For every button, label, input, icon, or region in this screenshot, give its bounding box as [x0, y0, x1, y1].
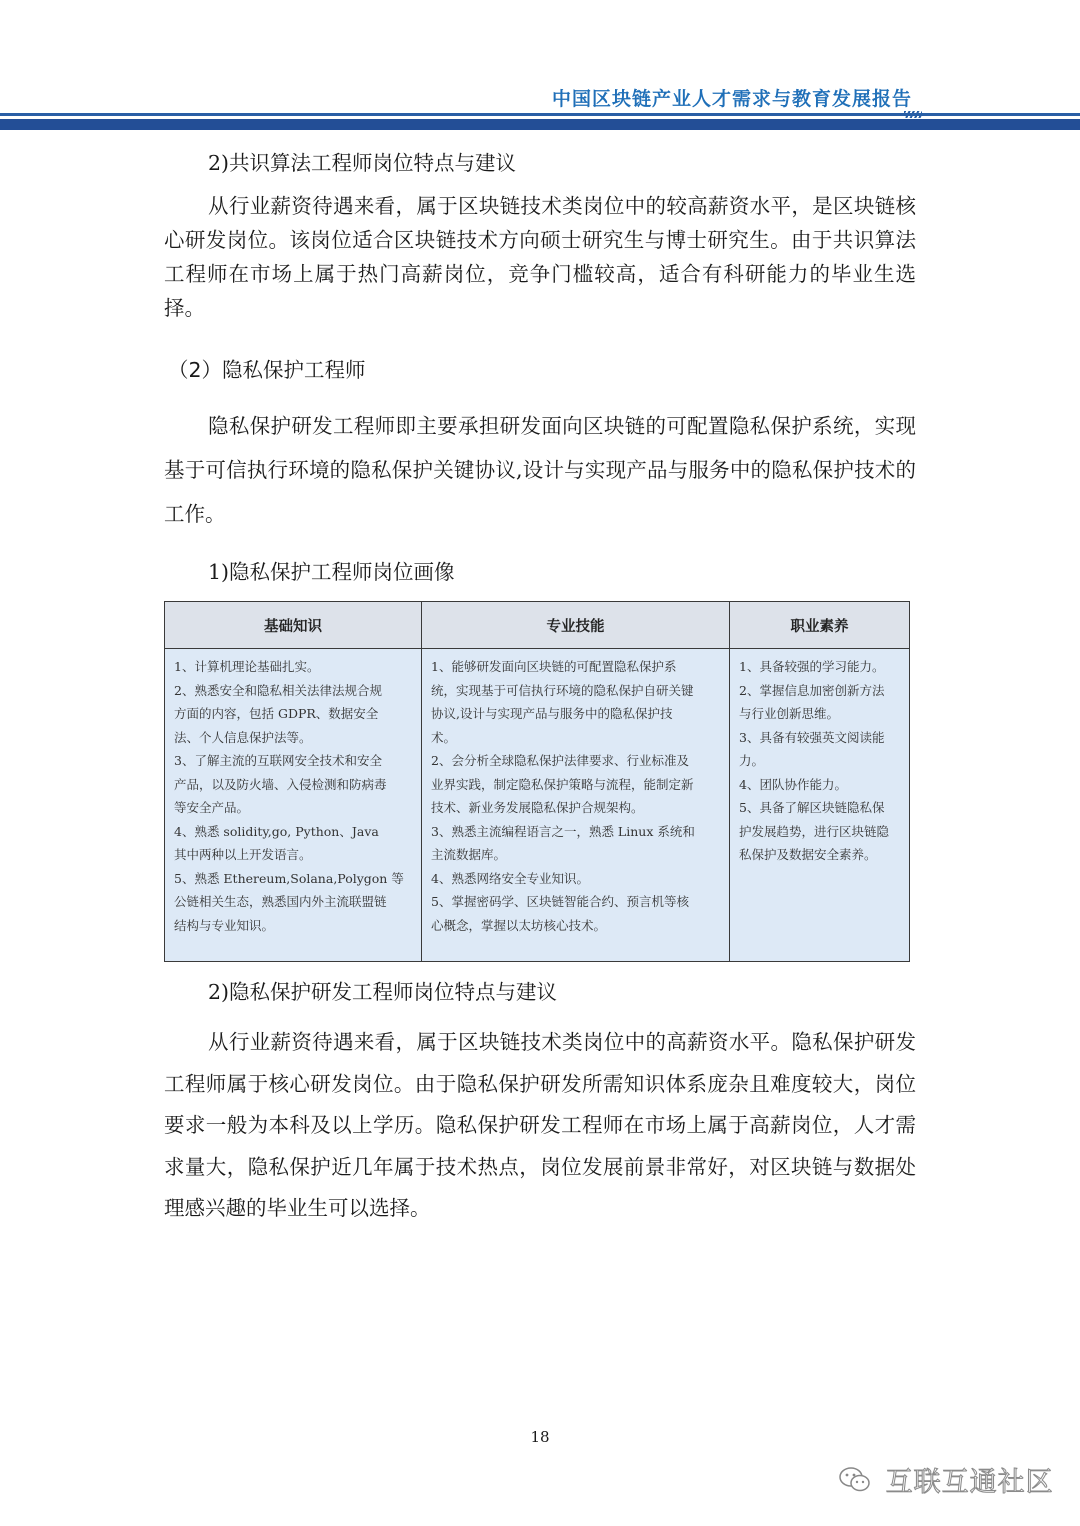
cell-line: 4、熟悉网络安全专业知识。: [431, 870, 589, 886]
cell-line: 3、具备有较强英文阅读能: [739, 729, 885, 745]
header-professional-qualities: 职业素养: [730, 602, 910, 649]
privacy-rd-subheading: 2)隐私保护研发工程师岗位特点与建议: [208, 980, 558, 1004]
basic-knowledge-cell: [165, 649, 422, 962]
cell-line: 公链相关生态，熟悉国内外主流联盟链: [174, 894, 387, 909]
cell-line: 3、了解主流的互联网安全技术和安全: [174, 753, 382, 768]
header-basic-knowledge: 基础知识: [165, 602, 422, 649]
privacy-rd-section: [164, 1022, 916, 1230]
table-header-row: [165, 602, 910, 649]
cell-line: 产品，以及防火墙、入侵检测和防病毒: [174, 776, 387, 792]
cell-line: 5、掌握密码学、区块链智能合约、预言机等核: [431, 894, 689, 909]
cell-line: 4、团队协作能力。: [739, 776, 847, 792]
cell-line: 主流数据库。: [431, 847, 507, 862]
cell-line: 协议,设计与实现产品与服务中的隐私保护技: [431, 706, 673, 721]
consensus-engineer-paragraph: 从行业薪资待遇来看，属于区块链技术类岗位中的较高薪资水平，是区块链核心研发岗位。该岗位适合区块链技术方向硕士研究生与博士研究生。由于共识算法工程师在市场上属于热门高薪岗位，竞争门槛较高，适合有科研能力的毕业生选择。: [164, 194, 916, 320]
cell-line: 等安全产品。: [174, 800, 250, 815]
privacy-portrait-subheading: 1)隐私保护工程师岗位画像: [208, 560, 455, 584]
cell-line: 结构与专业知识。: [174, 917, 275, 933]
header-divider-thin: [0, 113, 1080, 116]
header-professional-skills: 专业技能: [422, 602, 730, 649]
cell-line: 技术、新业务发展隐私保护合规架构。: [431, 800, 644, 815]
privacy-engineer-portrait-table: [164, 601, 910, 962]
cell-line: 私保护及数据安全素养。: [739, 847, 877, 862]
privacy-engineer-heading: （2）隐私保护工程师: [168, 358, 366, 382]
page-number: 18: [530, 1428, 550, 1446]
privacy-engineer-section: [164, 404, 916, 536]
cell-line: 业界实践，制定隐私保护策略与流程，能制定新: [431, 776, 694, 792]
cell-line: 3、熟悉主流编程语言之一，熟悉 Linux 系统和: [431, 823, 695, 839]
cell-line: 5、熟悉 Ethereum,Solana,Polygon 等: [174, 870, 404, 886]
cell-line: 护发展趋势，进行区块链隐: [739, 823, 890, 839]
watermark: [838, 1460, 1054, 1502]
privacy-rd-paragraph: 从行业薪资待遇来看，属于区块链技术类岗位中的高薪资水平。隐私保护研发工程师属于核心研发岗位。由于隐私保护研发所需知识体系庞杂且难度较大，岗位要求一般为本科及以上学历。隐私保护研发工程师在市场上属于高薪岗位，人才需求量大，隐私保护近几年属于技术热点，岗位发展前景非常好，对区块链与数据处理感兴趣的毕业生可以选择。: [164, 1030, 916, 1220]
watermark-text: 互联互通社区: [885, 1467, 1054, 1498]
cell-line: 方面的内容，包括 GDPR、数据安全: [174, 706, 379, 721]
wechat-icon: [838, 1465, 872, 1502]
table-row: [165, 649, 910, 962]
cell-line: 1、能够研发面向区块链的可配置隐私保护系: [431, 659, 677, 674]
professional-qualities-cell: [730, 649, 910, 962]
cell-line: 1、计算机理论基础扎实。: [174, 659, 320, 674]
report-title: 中国区块链产业人才需求与教育发展报告: [551, 88, 912, 110]
professional-skills-cell: [422, 649, 730, 962]
cell-line: 心概念，掌握以太坊核心技术。: [431, 917, 607, 933]
cell-line: 术。: [431, 729, 457, 745]
cell-line: 4、熟悉 solidity,go, Python、Java: [174, 823, 379, 839]
cell-line: 2、熟悉安全和隐私相关法律法规合规: [174, 682, 382, 698]
consensus-engineer-section: [164, 189, 916, 325]
cell-line: 与行业创新思维。: [739, 706, 840, 721]
cell-line: 统，实现基于可信执行环境的隐私保护自研关键: [431, 682, 694, 698]
consensus-engineer-subheading: 2)共识算法工程师岗位特点与建议: [208, 151, 517, 175]
cell-line: 1、具备较强的学习能力。: [739, 659, 885, 674]
cell-line: 其中两种以上开发语言。: [174, 847, 312, 862]
header-divider-thick: [0, 119, 1080, 130]
privacy-engineer-paragraph: 隐私保护研发工程师即主要承担研发面向区块链的可配置隐私保护系统，实现基于可信执行环境的隐私保护关键协议,设计与实现产品与服务中的隐私保护技术的工作。: [164, 414, 916, 526]
cell-line: 2、会分析全球隐私保护法律要求、行业标准及: [431, 753, 689, 768]
cell-line: 法、个人信息保护法等。: [174, 729, 312, 745]
cell-line: 2、掌握信息加密创新方法: [739, 682, 885, 698]
cell-line: 5、具备了解区块链隐私保: [739, 800, 885, 815]
cell-line: 力。: [739, 753, 765, 768]
